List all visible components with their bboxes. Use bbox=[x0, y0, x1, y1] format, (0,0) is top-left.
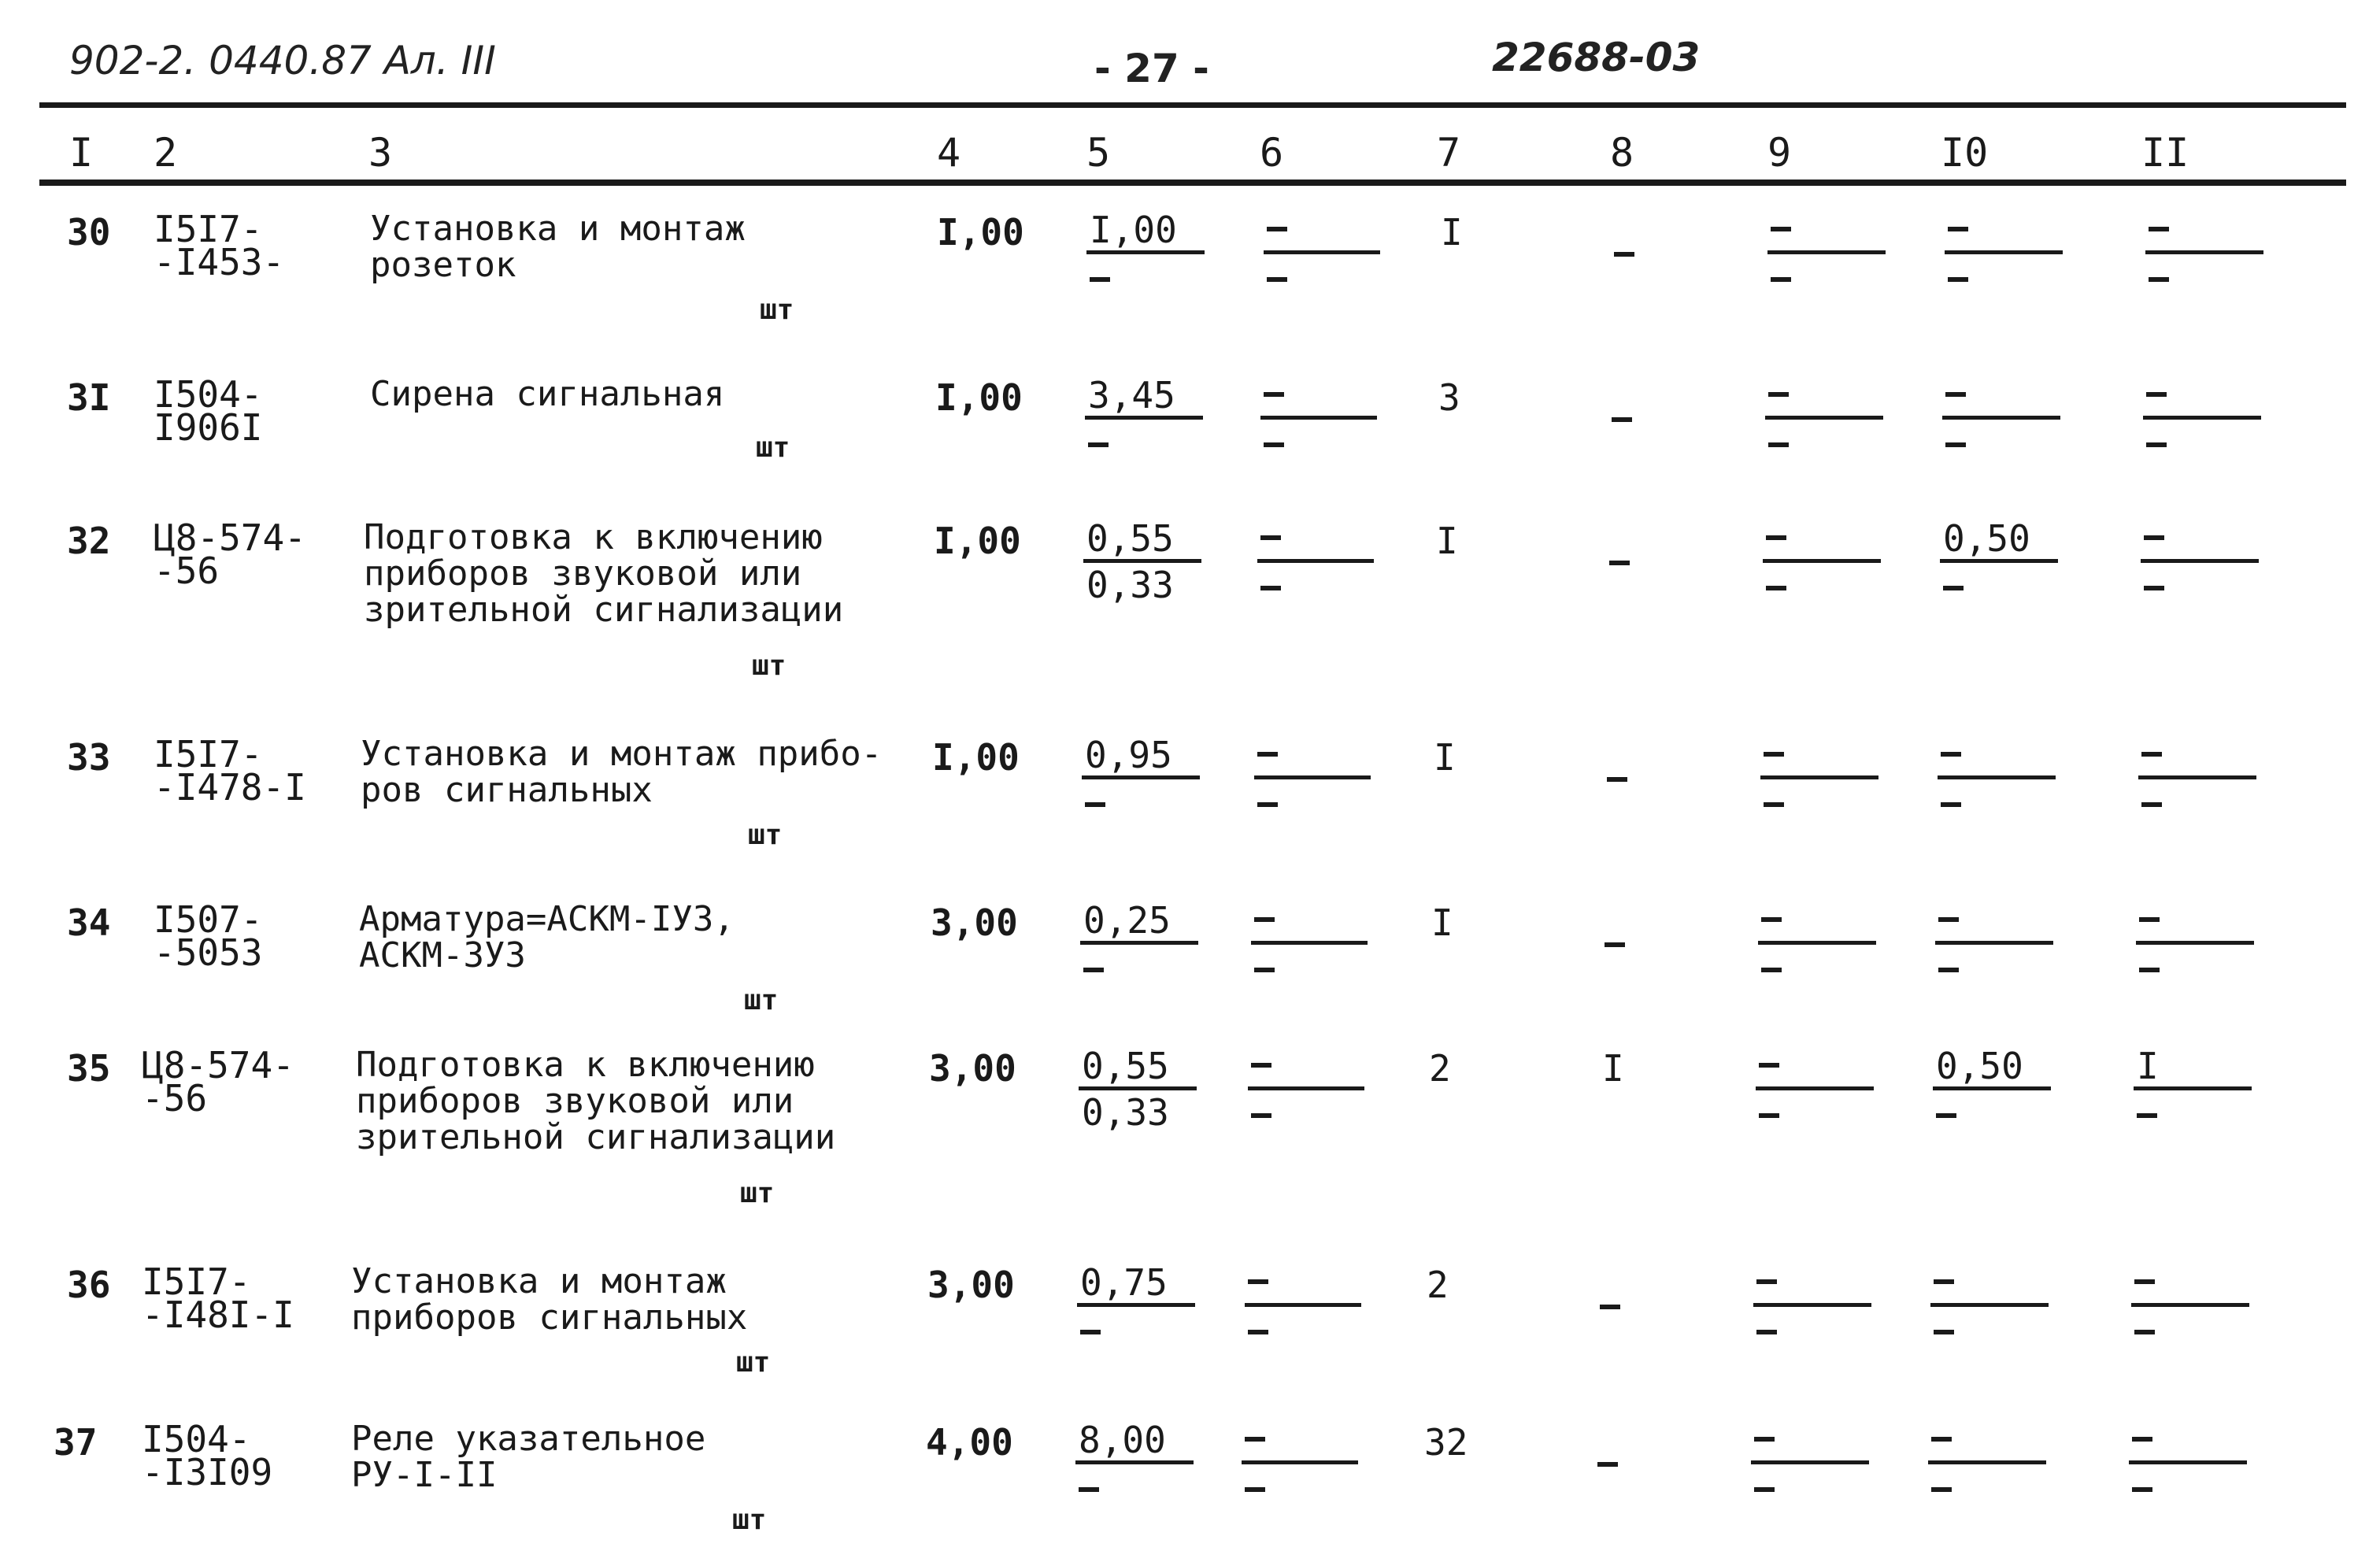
dash-mark bbox=[1248, 1279, 1268, 1284]
denominator: 0,33 bbox=[1082, 1091, 1169, 1134]
dash-mark bbox=[2146, 392, 2167, 397]
dash-mark bbox=[2132, 1437, 2152, 1442]
denominator bbox=[1760, 779, 1878, 824]
dash-mark bbox=[1934, 1330, 1954, 1334]
denominator bbox=[1765, 420, 1883, 464]
denominator bbox=[1260, 420, 1377, 464]
numerator: 8,00 bbox=[1075, 1419, 1194, 1464]
fraction-cell-c10 bbox=[1938, 735, 2056, 824]
quantity: 3,00 bbox=[929, 1047, 1016, 1090]
numerator bbox=[2145, 209, 2263, 254]
denominator bbox=[2129, 1464, 2247, 1508]
fraction-cell-c6 bbox=[1251, 900, 1368, 989]
fraction-cell-c5 bbox=[1083, 518, 1201, 607]
fraction-cell-c11 bbox=[2131, 1262, 2249, 1351]
fraction-cell-c5 bbox=[1075, 1419, 1194, 1508]
denominator bbox=[1935, 945, 2053, 989]
numerator bbox=[2136, 900, 2254, 945]
price-code-line: -I478-I bbox=[154, 766, 306, 809]
denominator bbox=[1257, 563, 1374, 607]
denominator bbox=[1751, 1464, 1869, 1508]
unit-label: шт bbox=[748, 819, 783, 851]
numerator: I bbox=[2134, 1046, 2252, 1090]
dash-mark bbox=[1756, 1279, 1777, 1284]
numerator bbox=[1753, 1262, 1871, 1307]
row-number: 30 bbox=[67, 211, 111, 254]
price-code-line: -5053 bbox=[154, 931, 263, 974]
numerator bbox=[1758, 900, 1876, 945]
dash-mark bbox=[1597, 1462, 1618, 1467]
dash-mark bbox=[1257, 802, 1278, 807]
fraction-cell-c9 bbox=[1751, 1419, 1869, 1508]
dash-mark bbox=[2132, 1487, 2152, 1492]
fraction-cell-c10 bbox=[1930, 1262, 2049, 1351]
dash-mark bbox=[1754, 1487, 1775, 1492]
denominator bbox=[1767, 254, 1886, 298]
dash-mark bbox=[1612, 417, 1632, 422]
row-number: 35 bbox=[67, 1047, 111, 1090]
denominator bbox=[2145, 254, 2263, 298]
document-code: 902-2. 0440.87 Ал. III bbox=[69, 38, 496, 83]
dash-mark bbox=[1267, 227, 1287, 231]
dash-mark bbox=[1257, 752, 1278, 757]
numerator: 0,75 bbox=[1077, 1262, 1195, 1307]
price-code-line: I5I7- bbox=[142, 1260, 251, 1303]
denominator bbox=[1938, 779, 2056, 824]
dash-mark bbox=[1768, 442, 1789, 447]
dash-mark bbox=[1945, 442, 1966, 447]
denominator bbox=[1077, 1307, 1195, 1351]
numerator: 0,55 bbox=[1083, 518, 1201, 563]
numerator bbox=[1938, 735, 2056, 779]
column-7-value: I bbox=[1434, 736, 1456, 779]
dash-mark bbox=[2146, 442, 2167, 447]
denominator bbox=[1933, 1090, 2051, 1134]
dash-mark bbox=[1948, 277, 1968, 282]
description-line: Подготовка к включению bbox=[364, 517, 823, 557]
fraction-cell-c11 bbox=[2141, 518, 2259, 607]
column-8-value bbox=[1597, 1440, 1618, 1482]
fraction-cell-c5 bbox=[1082, 735, 1200, 824]
denominator bbox=[1758, 945, 1876, 989]
numerator bbox=[1945, 209, 2063, 254]
dash-mark bbox=[1771, 227, 1791, 231]
dash-mark bbox=[1771, 277, 1791, 282]
dash-mark bbox=[1600, 1305, 1620, 1309]
price-code-line: I504- bbox=[154, 373, 263, 416]
fraction-cell-c5 bbox=[1080, 900, 1198, 989]
denominator bbox=[1086, 254, 1205, 298]
dash-mark bbox=[1764, 752, 1784, 757]
numerator bbox=[1756, 1046, 1874, 1090]
dash-mark bbox=[1941, 802, 1961, 807]
column-header-3: 3 bbox=[368, 130, 393, 176]
numerator bbox=[2129, 1419, 2247, 1464]
column-7-value: 2 bbox=[1429, 1047, 1451, 1090]
dash-mark bbox=[1764, 802, 1784, 807]
dash-mark bbox=[1945, 392, 1966, 397]
dash-mark bbox=[1609, 561, 1630, 565]
page-number: - 27 - bbox=[1094, 46, 1209, 91]
fraction-cell-c11 bbox=[2143, 375, 2261, 464]
column-header-11: II bbox=[2141, 130, 2189, 176]
numerator: 0,25 bbox=[1080, 900, 1198, 945]
numerator: 3,45 bbox=[1085, 375, 1203, 420]
dash-mark bbox=[1936, 1113, 1956, 1118]
fraction-cell-c11 bbox=[2138, 735, 2256, 824]
numerator bbox=[1751, 1419, 1869, 1464]
denominator bbox=[1945, 254, 2063, 298]
denominator bbox=[1942, 420, 2060, 464]
column-7-value: I bbox=[1441, 211, 1463, 254]
denominator bbox=[1085, 420, 1203, 464]
dash-mark bbox=[1766, 535, 1786, 540]
row-number: 37 bbox=[54, 1421, 98, 1464]
dash-mark bbox=[1938, 917, 1959, 922]
fraction-cell-c5 bbox=[1085, 375, 1203, 464]
dash-mark bbox=[1607, 777, 1627, 782]
fraction-cell-c5 bbox=[1086, 209, 1205, 298]
price-code-line: -I3I09 bbox=[142, 1451, 273, 1494]
fraction-cell-c6 bbox=[1260, 375, 1377, 464]
column-header-7: 7 bbox=[1437, 130, 1461, 176]
price-code-line: I5I7- bbox=[154, 208, 263, 250]
dash-mark bbox=[1264, 442, 1284, 447]
denominator bbox=[2136, 945, 2254, 989]
dash-mark bbox=[1245, 1437, 1265, 1442]
numerator: 0,50 bbox=[1940, 518, 2058, 563]
denominator bbox=[1075, 1464, 1194, 1508]
denominator bbox=[1753, 1307, 1871, 1351]
denominator bbox=[1251, 945, 1368, 989]
column-header-8: 8 bbox=[1610, 130, 1634, 176]
column-8-value: I bbox=[1602, 1047, 1624, 1090]
description-line: РУ-I-II bbox=[351, 1455, 498, 1495]
price-code-line: -I48I-I bbox=[142, 1294, 294, 1336]
numerator bbox=[1251, 900, 1368, 945]
numerator bbox=[1760, 735, 1878, 779]
fraction-cell-c10 bbox=[1940, 518, 2058, 607]
dash-mark bbox=[1260, 535, 1281, 540]
numerator bbox=[1930, 1262, 2049, 1307]
dash-mark bbox=[1088, 442, 1109, 447]
fraction-cell-c11 bbox=[2145, 209, 2263, 298]
dash-mark bbox=[1759, 1063, 1779, 1068]
dash-mark bbox=[2139, 968, 2160, 972]
numerator bbox=[2143, 375, 2261, 420]
fraction-cell-c6 bbox=[1248, 1046, 1364, 1134]
fraction-cell-c11 bbox=[2134, 1046, 2252, 1134]
column-8-value bbox=[1614, 230, 1634, 272]
dash-mark bbox=[1605, 942, 1625, 947]
fraction-cell-c10 bbox=[1942, 375, 2060, 464]
description-line: приборов звуковой или bbox=[356, 1081, 794, 1121]
numerator bbox=[1260, 375, 1377, 420]
fraction-cell-c9 bbox=[1758, 900, 1876, 989]
fraction-cell-c5 bbox=[1079, 1046, 1197, 1134]
price-code-line: -I453- bbox=[154, 241, 285, 283]
column-8-value bbox=[1607, 755, 1627, 798]
dash-mark bbox=[2139, 917, 2160, 922]
dash-mark bbox=[1761, 917, 1782, 922]
header-rule bbox=[39, 102, 2346, 108]
dash-mark bbox=[1766, 586, 1786, 590]
fraction-cell-c9 bbox=[1767, 209, 1886, 298]
price-code-line: I5I7- bbox=[154, 733, 263, 775]
description-line: приборов сигнальных bbox=[351, 1297, 748, 1338]
fraction-cell-c11 bbox=[2129, 1419, 2247, 1508]
unit-label: шт bbox=[752, 650, 787, 682]
description-line: Установка и монтаж bbox=[370, 209, 746, 249]
column-7-value: I bbox=[1431, 901, 1453, 944]
denominator bbox=[2143, 420, 2261, 464]
price-code-line: Ц8-574- bbox=[142, 1044, 294, 1086]
fraction-cell-c6 bbox=[1254, 735, 1371, 824]
dash-mark bbox=[1768, 392, 1789, 397]
fraction-cell-c10 bbox=[1945, 209, 2063, 298]
denominator bbox=[1756, 1090, 1874, 1134]
row-number: 34 bbox=[67, 901, 111, 944]
description-line: АСКМ-ЗУЗ bbox=[359, 935, 526, 975]
description-line: приборов звуковой или bbox=[364, 553, 802, 594]
column-7-value: I bbox=[1436, 520, 1458, 562]
numerator bbox=[2131, 1262, 2249, 1307]
dash-mark bbox=[1931, 1487, 1952, 1492]
price-code-line: -56 bbox=[142, 1077, 208, 1120]
denominator bbox=[1928, 1464, 2046, 1508]
denominator bbox=[1245, 1307, 1361, 1351]
price-code-line: I507- bbox=[154, 898, 263, 941]
dash-mark bbox=[2149, 277, 2169, 282]
numerator bbox=[1257, 518, 1374, 563]
quantity: I,00 bbox=[932, 736, 1020, 779]
fraction-cell-c6 bbox=[1242, 1419, 1358, 1508]
dash-mark bbox=[1245, 1487, 1265, 1492]
column-header-9: 9 bbox=[1767, 130, 1792, 176]
unit-label: шт bbox=[736, 1346, 771, 1379]
denominator bbox=[1080, 945, 1198, 989]
numerator: I,00 bbox=[1086, 209, 1205, 254]
price-code-line: Ц8-574- bbox=[154, 516, 306, 559]
denominator bbox=[1763, 563, 1881, 607]
column-8-value bbox=[1612, 395, 1632, 438]
unit-label: шт bbox=[732, 1504, 767, 1536]
fraction-cell-c6 bbox=[1264, 209, 1380, 298]
column-7-value: 2 bbox=[1427, 1264, 1449, 1306]
description-line: Арматура=АСКМ-IУЗ, bbox=[359, 899, 735, 939]
dash-mark bbox=[1759, 1113, 1779, 1118]
numerator bbox=[1245, 1262, 1361, 1307]
numerator bbox=[1248, 1046, 1364, 1090]
row-number: 33 bbox=[67, 736, 111, 779]
numerator bbox=[1763, 518, 1881, 563]
dash-mark bbox=[1756, 1330, 1777, 1334]
quantity: 4,00 bbox=[926, 1421, 1013, 1464]
fraction-cell-c11 bbox=[2136, 900, 2254, 989]
quantity: 3,00 bbox=[927, 1264, 1015, 1306]
dash-mark bbox=[1943, 586, 1964, 590]
column-header-5: 5 bbox=[1086, 130, 1111, 176]
denominator: 0,33 bbox=[1086, 564, 1174, 606]
fraction-cell-c10 bbox=[1928, 1419, 2046, 1508]
column-header-1: I bbox=[69, 130, 94, 176]
dash-mark bbox=[2144, 586, 2164, 590]
column-8-value bbox=[1609, 539, 1630, 581]
numerator bbox=[1765, 375, 1883, 420]
numerator bbox=[1942, 375, 2060, 420]
dash-mark bbox=[2141, 752, 2162, 757]
dash-mark bbox=[1934, 1279, 1954, 1284]
dash-mark bbox=[1614, 252, 1634, 257]
dash-mark bbox=[1254, 917, 1275, 922]
unit-label: шт bbox=[756, 431, 790, 464]
dash-mark bbox=[1080, 1330, 1101, 1334]
dash-mark bbox=[1931, 1437, 1952, 1442]
fraction-cell-c10 bbox=[1933, 1046, 2051, 1134]
row-number: 36 bbox=[67, 1264, 111, 1306]
denominator bbox=[1082, 779, 1200, 824]
dash-mark bbox=[1754, 1437, 1775, 1442]
fraction-cell-c6 bbox=[1257, 518, 1374, 607]
quantity: I,00 bbox=[935, 376, 1023, 419]
dash-mark bbox=[1260, 586, 1281, 590]
dash-mark bbox=[1079, 1487, 1099, 1492]
description-line: Установка и монтаж bbox=[351, 1261, 727, 1301]
dash-mark bbox=[1938, 968, 1959, 972]
quantity: I,00 bbox=[937, 211, 1024, 254]
fraction-cell-c9 bbox=[1760, 735, 1878, 824]
price-code-line: I504- bbox=[142, 1418, 251, 1460]
column-8-value bbox=[1605, 920, 1625, 963]
column-header-10: I0 bbox=[1941, 130, 1989, 176]
dash-mark bbox=[2134, 1279, 2155, 1284]
sheet-code: 22688-03 bbox=[1492, 35, 1701, 80]
column-header-2: 2 bbox=[154, 130, 178, 176]
column-8-value bbox=[1600, 1283, 1620, 1325]
denominator bbox=[1254, 779, 1371, 824]
denominator bbox=[2131, 1307, 2249, 1351]
dash-mark bbox=[1264, 392, 1284, 397]
dash-mark bbox=[1267, 277, 1287, 282]
dash-mark bbox=[1251, 1063, 1271, 1068]
fraction-cell-c5 bbox=[1077, 1262, 1195, 1351]
price-code-line: I906I bbox=[154, 406, 263, 449]
fraction-cell-c9 bbox=[1753, 1262, 1871, 1351]
numerator bbox=[1254, 735, 1371, 779]
dash-mark bbox=[1254, 968, 1275, 972]
quantity: I,00 bbox=[934, 520, 1021, 562]
dash-mark bbox=[1083, 968, 1104, 972]
dash-mark bbox=[2134, 1330, 2155, 1334]
dash-mark bbox=[1085, 802, 1105, 807]
denominator bbox=[1940, 563, 2058, 607]
quantity: 3,00 bbox=[931, 901, 1018, 944]
unit-label: шт bbox=[744, 984, 779, 1016]
dash-mark bbox=[1248, 1330, 1268, 1334]
description-line: Установка и монтаж прибо- bbox=[361, 734, 883, 774]
price-code-line: -56 bbox=[154, 550, 220, 592]
description-line: Сирена сигнальная bbox=[370, 374, 725, 414]
dash-mark bbox=[2137, 1113, 2157, 1118]
denominator bbox=[2138, 779, 2256, 824]
denominator bbox=[1248, 1090, 1364, 1134]
dash-mark bbox=[1941, 752, 1961, 757]
numerator bbox=[1264, 209, 1380, 254]
description-line: ров сигнальных bbox=[361, 770, 653, 810]
fraction-cell-c9 bbox=[1756, 1046, 1874, 1134]
description-line: Реле указательное bbox=[351, 1419, 706, 1459]
description-line: зрительной сигнализации bbox=[356, 1117, 836, 1157]
fraction-cell-c9 bbox=[1763, 518, 1881, 607]
row-number: 3I bbox=[67, 376, 111, 419]
dash-mark bbox=[2141, 802, 2162, 807]
column-7-value: 32 bbox=[1424, 1421, 1468, 1464]
fraction-cell-c9 bbox=[1765, 375, 1883, 464]
column-header-4: 4 bbox=[937, 130, 961, 176]
dash-mark bbox=[1761, 968, 1782, 972]
denominator bbox=[1264, 254, 1380, 298]
column-7-value: 3 bbox=[1438, 376, 1460, 419]
unit-label: шт bbox=[760, 294, 794, 326]
dash-mark bbox=[2144, 535, 2164, 540]
numerator bbox=[2138, 735, 2256, 779]
denominator bbox=[2141, 563, 2259, 607]
numerator: 0,50 bbox=[1933, 1046, 2051, 1090]
dash-mark bbox=[1948, 227, 1968, 231]
dash-mark bbox=[2149, 227, 2169, 231]
description-line: розеток bbox=[370, 245, 516, 285]
numerator bbox=[1242, 1419, 1358, 1464]
unit-label: шт bbox=[740, 1177, 775, 1209]
dash-mark bbox=[1251, 1113, 1271, 1118]
numerator bbox=[1767, 209, 1886, 254]
column-header-6: 6 bbox=[1260, 130, 1284, 176]
numerator bbox=[1928, 1419, 2046, 1464]
numerator bbox=[1935, 900, 2053, 945]
column-header-rule bbox=[39, 180, 2346, 186]
dash-mark bbox=[1090, 277, 1110, 282]
row-number: 32 bbox=[67, 520, 111, 562]
fraction-cell-c6 bbox=[1245, 1262, 1361, 1351]
denominator bbox=[1242, 1464, 1358, 1508]
denominator bbox=[1930, 1307, 2049, 1351]
fraction-cell-c10 bbox=[1935, 900, 2053, 989]
denominator bbox=[2134, 1090, 2252, 1134]
numerator bbox=[2141, 518, 2259, 563]
description-line: зрительной сигнализации bbox=[364, 590, 844, 630]
description-line: Подготовка к включению bbox=[356, 1045, 815, 1085]
numerator: 0,95 bbox=[1082, 735, 1200, 779]
numerator: 0,55 bbox=[1079, 1046, 1197, 1090]
